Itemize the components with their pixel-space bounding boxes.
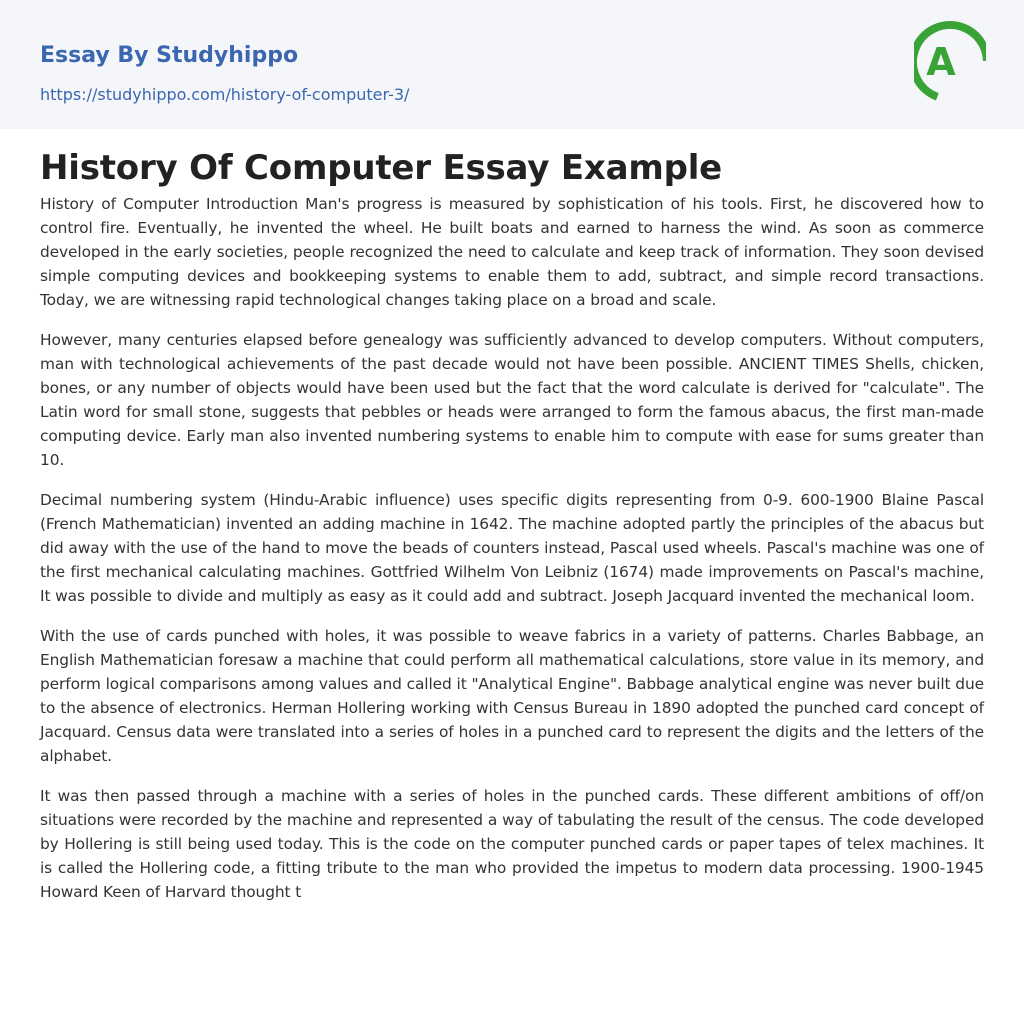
logo-letter: A	[926, 40, 956, 84]
brand-title: Essay By Studyhippo	[40, 43, 299, 68]
essay-content	[0, 147, 1024, 904]
essay-url-link[interactable]: https://studyhippo.com/history-of-computer-3/	[40, 85, 410, 104]
essay-paragraph-3: Decimal numbering system (Hindu-Arabic influence) uses specific digits representing from 0-9. 600-1900 Blaine Pascal (French Mathematician) invented an adding machine in 1642. The machine adopted partly the principles of the abacus but did away with the use of the hand to move the beads of counters instead, Pascal used wheels. Pascal's machine was one of the first mechanical calculating machines. Gottfried Wilhelm Von Leibniz (1674) made improvements on Pascal's machine, It was possible to divide and multiply as easy as it could add and subtract. Joseph Jacquard invented the mechanical loom.	[40, 491, 984, 605]
studyhippo-logo-icon[interactable]	[914, 18, 986, 108]
essay-paragraph-4: With the use of cards punched with holes, it was possible to weave fabrics in a variety of patterns. Charles Babbage, an English Mathematician foresaw a machine that could perform all mathematical calculations, store value in its memory, and perform logical comparisons among values and called it "Analytical Engine". Babbage analytical engine was never built due to the absence of electronics. Herman Hollering working with Census Bureau in 1890 adopted the punched card concept of Jacquard. Census data were translated into a series of holes in a punched card to represent the digits and the letters of the alphabet.	[40, 627, 984, 765]
essay-paragraph-2: However, many centuries elapsed before genealogy was sufficiently advanced to develop computers. Without computers, man with technological achievements of the past decade would not have been possible. ANCIENT TIMES Shells, chicken, bones, or any number of objects would have been used but the fact that the word calculate is derived for "calculate". The Latin word for small stone, suggests that pebbles or heads were arranged to form the famous abacus, the first man-made computing device. Early man also invented numbering systems to enable him to compute with ease for sums greater than 10.	[40, 331, 984, 469]
essay-paragraph-5: It was then passed through a machine with a series of holes in the punched cards. These different ambitions of off/on situations were recorded by the machine and represented a way of tabulating the result of the census. The code developed by Hollering is still being used today. This is the code on the computer punched cards or paper tapes of telex machines. It is called the Hollering code, a fitting tribute to the man who provided the impetus to modern data processing. 1900-1945 Howard Keen of Harvard thought t	[40, 787, 984, 901]
essay-paragraph-1: History of Computer Introduction Man's progress is measured by sophistication of his tools. First, he discovered how to control fire. Eventually, he invented the wheel. He built boats and earned to harness the wind. As soon as commerce developed in the early societies, people recognized the need to calculate and keep track of information. They soon devised simple computing devices and bookkeeping systems to enable them to add, subtract, and simple record transactions. Today, we are witnessing rapid technological changes taking place on a broad and scale.	[40, 195, 984, 309]
site-header	[0, 0, 1024, 129]
page-title: History Of Computer Essay Example	[40, 148, 723, 188]
